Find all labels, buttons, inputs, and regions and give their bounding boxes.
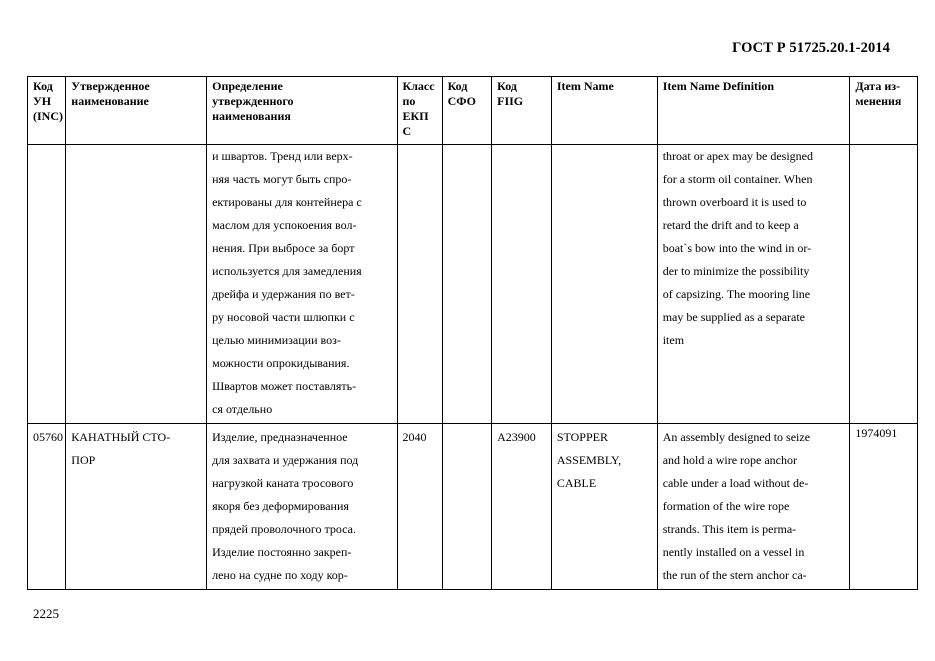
header-fiig-code	[492, 77, 552, 145]
text-line: for a storm oil container. When	[662, 172, 813, 186]
cell-approved-name	[66, 424, 207, 590]
cell-item-name-definition	[657, 145, 850, 424]
text-line: КАНАТНЫЙ СТО-	[71, 430, 171, 444]
cell-definition	[207, 145, 397, 424]
cell-fiig-code	[492, 424, 552, 590]
table-row	[28, 145, 918, 424]
text-line: Код	[33, 79, 53, 93]
header-sfo-code	[442, 77, 492, 145]
text-line: СФО	[447, 94, 477, 108]
text-line: ПОР	[71, 453, 96, 467]
text-line: ектированы для контейнера с	[212, 195, 362, 209]
cell-inc	[28, 424, 66, 590]
text-line: Изделие, предназначенное	[212, 430, 348, 444]
text-line: the run of the stern anchor ca-	[662, 568, 807, 582]
page-number: 2225	[33, 606, 59, 621]
text-line: item	[662, 333, 685, 347]
text-line: thrown overboard it is used to	[662, 195, 807, 209]
text-line: С	[402, 124, 412, 138]
text-line: Класс	[402, 79, 435, 93]
cell-fiig-code	[492, 145, 552, 424]
text-line: по	[402, 94, 416, 108]
text-line: для захвата и удержания под	[212, 453, 359, 467]
text-line: strands. This item is perma-	[662, 522, 797, 536]
text-line: Код	[447, 79, 468, 93]
text-line: Швартов может поставлять-	[212, 379, 357, 393]
cell-ekps-class	[397, 145, 442, 424]
text-line: of capsizing. The mooring line	[662, 287, 811, 301]
text-line: и швартов. Тренд или верх-	[212, 149, 353, 163]
text-line: An assembly designed to seize	[662, 430, 811, 444]
text-line: целью минимизации воз-	[212, 333, 341, 347]
cell-approved-name	[66, 145, 207, 424]
text-line: der to minimize the possibility	[662, 264, 810, 278]
cell-change-date	[850, 145, 918, 424]
cell-change-date	[850, 424, 918, 590]
text-line: FIIG	[497, 94, 524, 108]
cell-ekps-class	[397, 424, 442, 590]
text-line: boat`s bow into the wind in or-	[662, 241, 812, 255]
text-line: cable under a load without de-	[662, 476, 809, 490]
text-line: formation of the wire rope	[662, 499, 790, 513]
header-inc	[28, 77, 66, 145]
text-line: утвержденного	[212, 94, 294, 108]
header-change-date	[850, 77, 918, 145]
text-line: Item Name	[556, 79, 614, 93]
text-line: nently installed on a vessel in	[662, 545, 805, 559]
text-line: STOPPER	[556, 430, 608, 444]
text-line: УН	[33, 94, 52, 108]
text-line: нения. При выбросе за борт	[212, 241, 355, 255]
text-line: лено на судне по ходу кор-	[212, 568, 348, 582]
header-item-name	[551, 77, 657, 145]
text-line: менения	[855, 94, 902, 108]
header-ekps-class	[397, 77, 442, 145]
text-line: маслом для успокоения вол-	[212, 218, 357, 232]
text-line: throat or apex may be designed	[662, 149, 813, 163]
header-item-name-definition	[657, 77, 850, 145]
text-line: прядей проволочного троса.	[212, 522, 356, 536]
text-line: Определение	[212, 79, 283, 93]
text-line: (INC)	[33, 109, 63, 123]
text-line: Код	[497, 79, 517, 93]
table-row	[28, 424, 918, 590]
fiig-code-value: A23900	[497, 430, 536, 444]
cell-item-name-definition	[657, 424, 850, 590]
header-row	[28, 77, 918, 145]
text-line: наименования	[212, 109, 291, 123]
text-line: Утвержденное	[71, 79, 150, 93]
text-line: Дата из-	[855, 79, 901, 93]
text-line: якоря без деформирования	[212, 499, 349, 513]
standard-code: ГОСТ Р 51725.20.1-2014	[732, 40, 890, 56]
header-definition	[207, 77, 397, 145]
text-line: Изделие постоянно закреп-	[212, 545, 352, 559]
text-line: ся отдельно	[212, 402, 273, 416]
text-line: используется для замедления	[212, 264, 362, 278]
text-line: наименование	[71, 94, 149, 108]
change-date-value: 1974091	[855, 426, 898, 440]
cell-item-name	[551, 424, 657, 590]
text-line: ASSEMBLY,	[556, 453, 622, 467]
text-line: нагрузкой каната тросового	[212, 476, 354, 490]
text-line: можности опрокидывания.	[212, 356, 350, 370]
catalog-table	[27, 76, 918, 590]
text-line: and hold a wire rope anchor	[662, 453, 797, 467]
text-line: Item Name Definition	[662, 79, 775, 93]
cell-definition	[207, 424, 397, 590]
sfo-code-value	[448, 426, 487, 449]
text-line: CABLE	[556, 476, 597, 490]
text-line: may be supplied as a separate	[662, 310, 805, 324]
header-approved-name	[66, 77, 207, 145]
inc-value: 05760	[33, 430, 63, 444]
ekps-class-value: 2040	[402, 430, 427, 444]
text-line: retard the drift and to keep a	[662, 218, 799, 232]
cell-sfo-code	[442, 424, 492, 590]
text-line: дрейфа и удержания по вет-	[212, 287, 355, 301]
text-line: ру носовой части шлюпки с	[212, 310, 355, 324]
cell-sfo-code	[442, 145, 492, 424]
cell-item-name	[551, 145, 657, 424]
text-line: няя часть могут быть спро-	[212, 172, 352, 186]
text-line: ЕКП	[402, 109, 429, 123]
cell-inc	[28, 145, 66, 424]
